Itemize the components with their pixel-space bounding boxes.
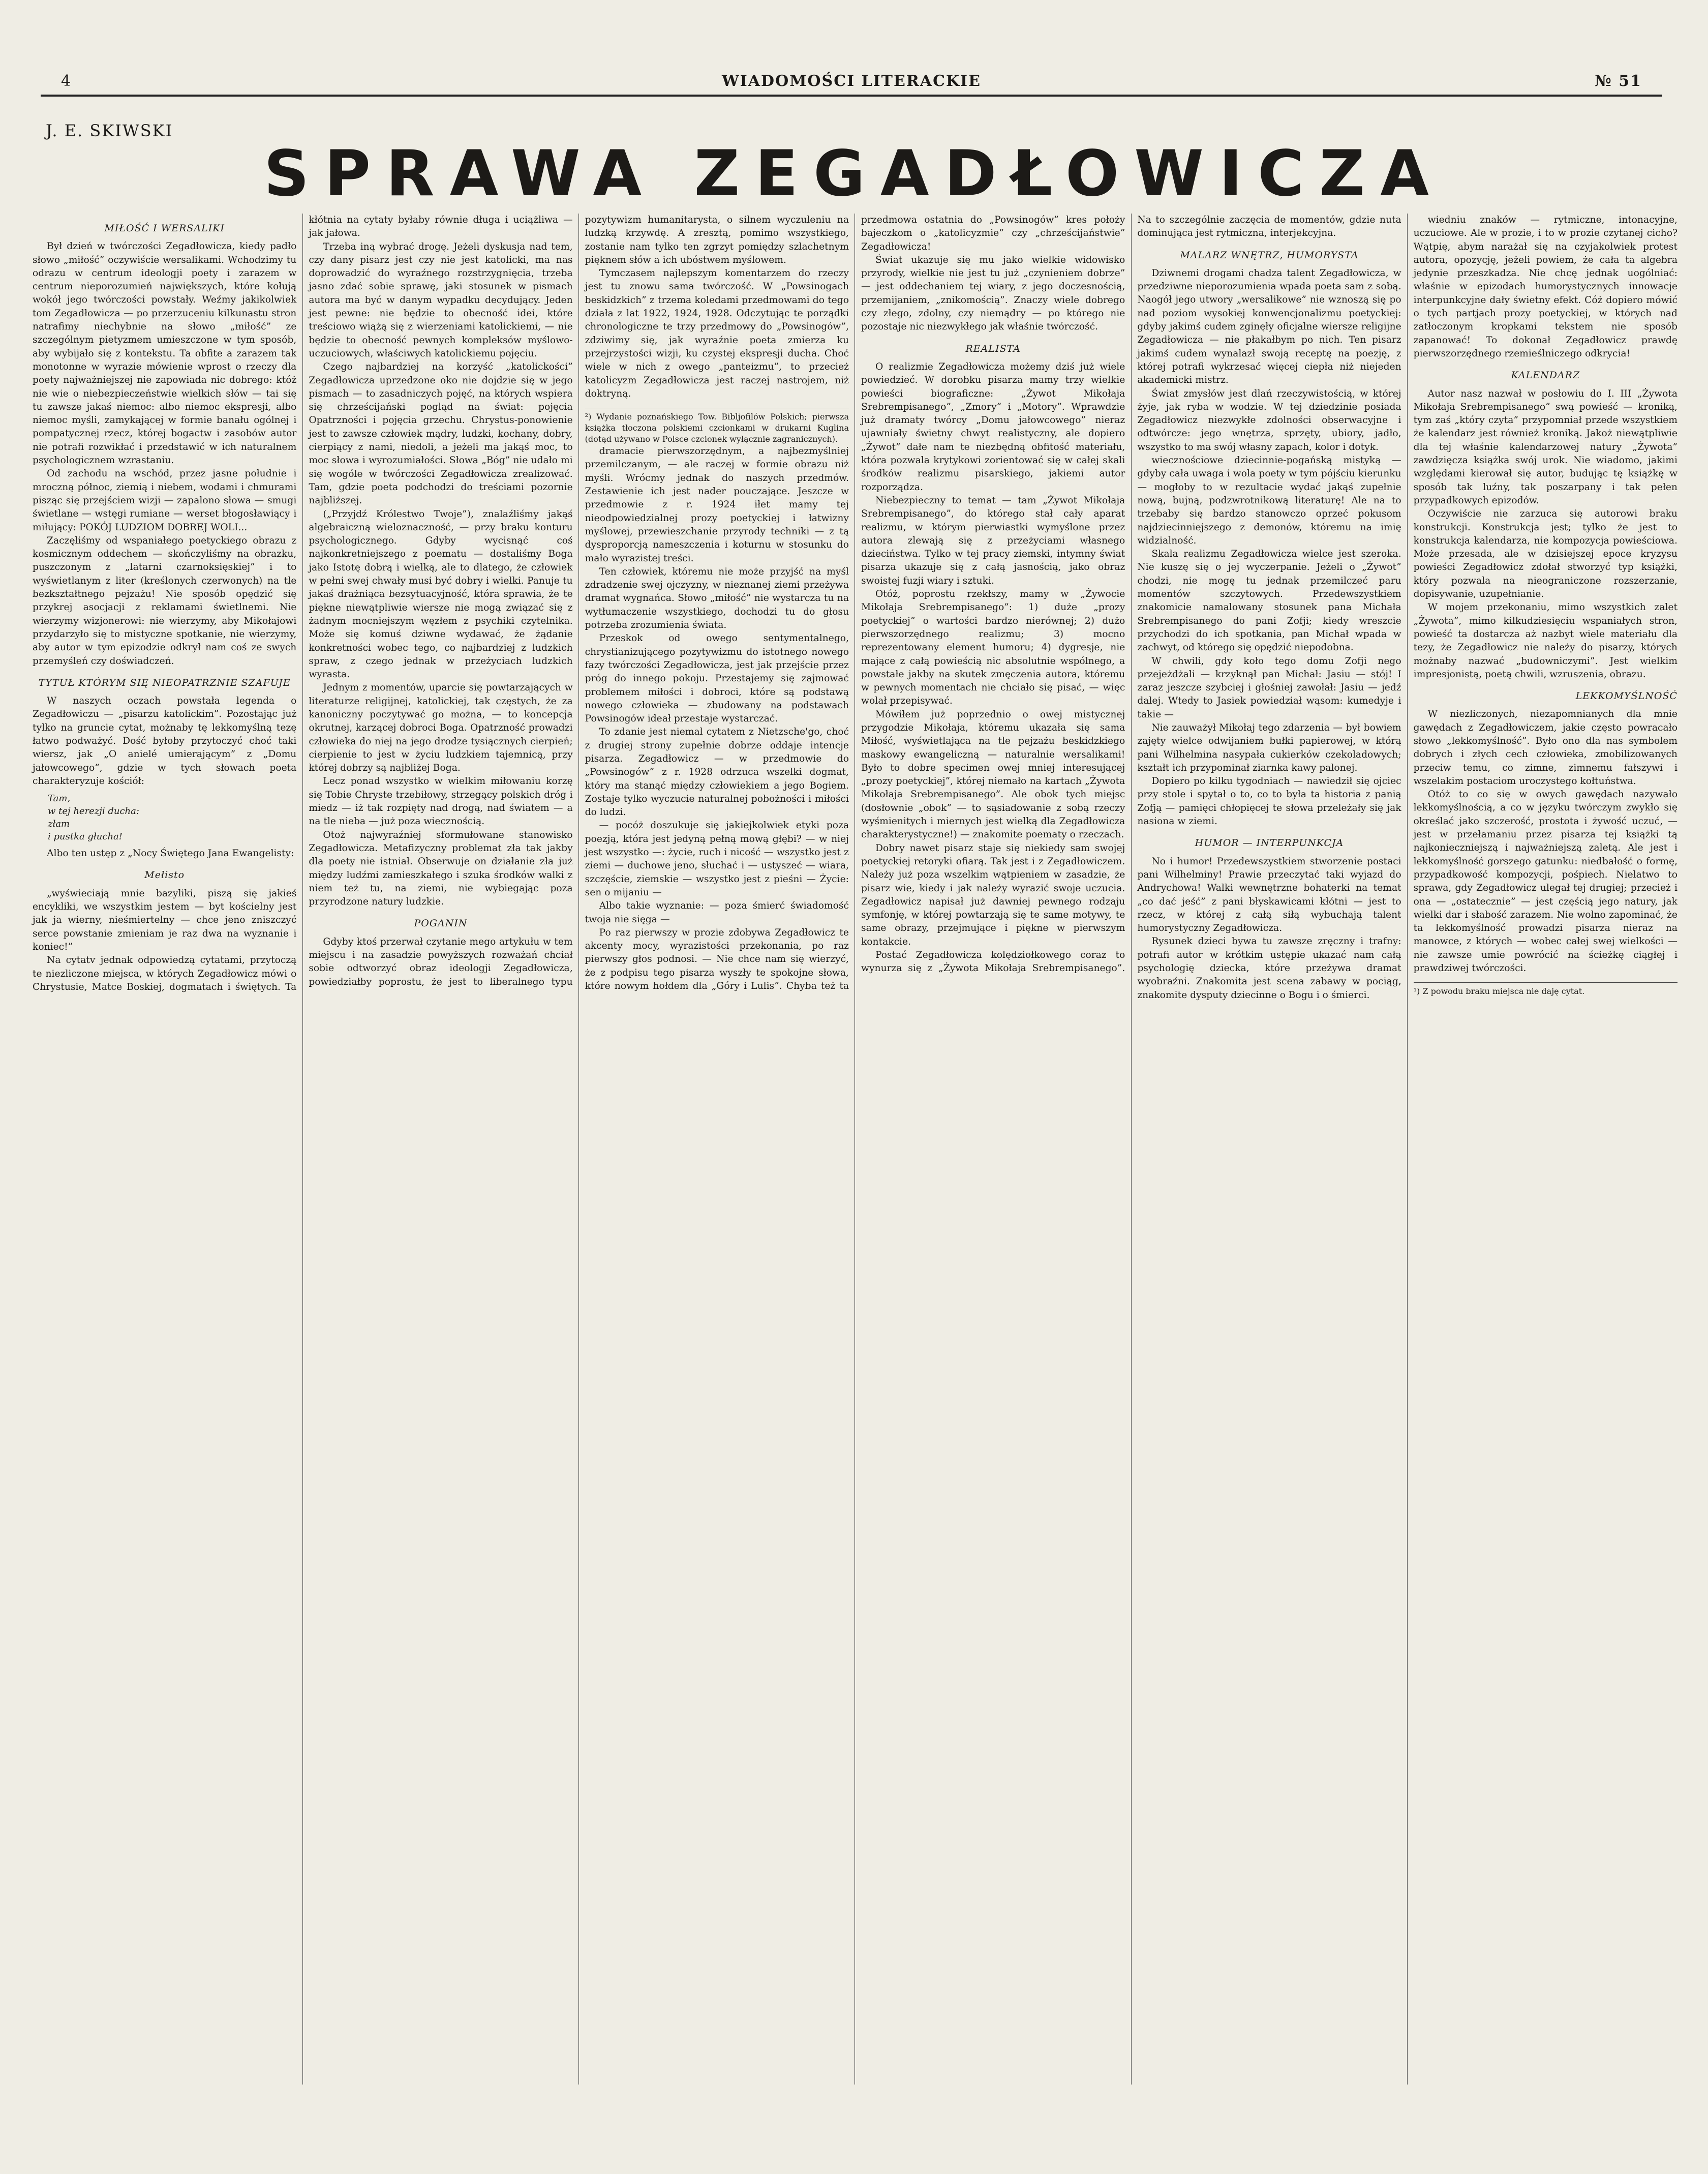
paragraph: W niezliczonych, niezapomnianych dla mnie gawędach z Zegadłowiczem, jakie często powracało słowo „lekkomyślność”. Było ono dla nas symbolem dobrych i złych cech człowieka, zmobilizowanych przeciw temu, co zimne, zimnemu fałszywi i wszelakim postaciom uroczystego kołtuństwa. [1413,709,1678,787]
section-heading: MIŁOŚĆ I WERSALIKI [104,223,225,234]
paragraph: Na cytatv jednak odpowiedzą cytatami, przytoczą te niezliczone miejsca, w których Zegadłowicz mówi o Chrystusie, Matce Boskiej, dogmatach i świętych. Ta kłótnia na cytaty byłaby równie długa i uciążliwa — jak jałowa. [33,215,573,992]
issue-number: № 51 [1595,72,1642,90]
paragraph: O realizmie Zegadłowicza możemy dziś już wiele powiedzieć. W dorobku pisarza mamy trzy wielkie powieści biograficzne: „Żywot Mikołaja Srebrempisanego”, „Zmory” i „Motory”. Wprawdzie już dramaty twórcy „Domu jałowcowego” nieraz ujawniały świetny chwyt realistyczny, ale dopiero „Żywot” dałe nam te niezbędną obfitość materiału, która pozwala krytykowi zorientować się w całej skali środków realizmu pisarskiego, jakiemi autor rozporządza. [861,361,1125,493]
paragraph: Mówiłem już poprzednio o owej mistycznej przygodzie Mikołaja, któremu ukazała się sama Miłość, wyświetlająca na tle pejzażu beskidzkiego maskowy ewangeliczną — naturalnie wersalikami! Było to dobre specimen owej mniej interesującej „prozy poetyckiej”, której niemało na kartach „Żywota Mikołaja Srebrempisanego”. Ale obok tych miejsc (dosłownie „obok” — to sąsiadowanie z sobą rzeczy wyśmienitych i miernych jest wielką dla Zegadłowicza charakterystyczne!) — znakomite poematy o rzeczach. [861,709,1125,840]
paragraph: Ten człowiek, któremu nie może przyjść na myśl zdradzenie swej ojczyzny, w nieznanej ziemi przeżywa dramat wygnańca. Słowo „miłość” nie wystarcza tu na wytłumaczenie wszystkiego, dochodzi tu do głosu potrzeba zrozumienia świata. [585,566,849,631]
paragraph: Albo ten ustęp z „Nocy Świętego Jana Ewangelisty: [47,848,294,859]
paragraph: — pocóż doszukuje się jakiejkolwiek etyki poza poezją, która jest jedyną pełną mową głębi? — w niej jest wszystko —: życie, ruch i nicość — wszystko jest z ziemi — duchowe jeno, słuchać i — ustyszeć — wiara, szczęście, ziemskie — wszystko jest z pieśni — Życie: sen o mijaniu — [585,820,849,898]
article-body [33,214,1678,2085]
paragraph: „wyświeciają mnie bazyliki, piszą się jakieś encykliki, we wszystkim jestem — byt kościelny jest jak ja wierny, nieśmiertelny — chce jeno zniszczyć serce powstanie zmieniam je raz dwa na wyznanie i koniec!” [33,888,297,952]
paragraph: Otóż, poprostu rzekłszy, mamy w „Żywocie Mikołaja Srebrempisanego”: 1) duże „prozy poetyckiej” o wartości bardzo nierównej; 2) dużo pierwszorzędnego realizmu; 3) mocno reprezentowany element humoru; 4) dygresje, nie mające z całą powieścią nic absolutnie wspólnego, a powstałe jakby na skutek zmęczenia autora, któremu w pewnych momentach nie chciało się pisać, — więc wolał przepisywać. [861,589,1125,707]
footnote-text: ¹) Z powodu braku miejsca nie daję cytat. [1413,986,1585,997]
section-heading: MALARZ WNĘTRZ, HUMORYSTA [1180,249,1359,261]
paragraph: Jednym z momentów, uparcie się powtarzających w literaturze religijnej, katolickiej, tak częstych, że za kanoniczny poczytywać go można, — to koncepcja okrutnej, karzącej dobroci Boga. Opatrzność prowadzi człowieka do niej na jego drodze tysiącznych cierpień; cierpienie to jest w życiu ludzkiem tajemnicą, przy której dobrzy są najbliżej Boga. [309,682,573,774]
paragraph: Przeskok od owego sentymentalnego, chrystianizującego pozytywizmu do istotnego nowego fazy twórczości Zegadłowicza, jest jak przejście przez próg do innego pokoju. Przestajemy się zajmować problemem miłości i dobroci, które są podstawą nowego człowieka — zbudowany na podstawach Powsinogów ideał przestaje wystarczać. [585,633,849,724]
paragraph: W chwili, gdy koło tego domu Zofji nego przejeżdżali — krzyknął pan Michał: Jasiu — stój! I zaraz jeszcze szybciej i głośniej zawołał: Jasiu — jedź dalej. Wtedy to Jasiek powiedział wąsom: kumedyje i takie — [1137,655,1401,720]
section-heading: LEKKOMYŚLNOŚĆ [1575,690,1678,702]
publication-title: WIADOMOŚCI LITERACKIE [722,72,981,90]
footnote [1414,982,1678,997]
paragraph: Zaczęliśmy od wspaniałego poetyckiego obrazu z kosmicznym oddechem — skończyliśmy na obrazku, puszczonym z „latarni czarnoksięskiej” i to wyświetlanym z liter (kreślonych czerwonych) na tle bezkształtnego pejzażu! Nie sposób opędzić się przykrej asocjacji z reklamami świetlnemi. Nie wierzymy wizjonerowi: nie wierzymy, aby Mikołajowi przydarzyło się to mistyczne spotkanie, nie wierzymy, aby autor w tym epizodzie odkrył nam coś ze swych przemyśleń czy doświadczeń. [33,535,297,667]
paragraph: W naszych oczach powstała legenda o Zegadłowiczu — „pisarzu katolickim”. Pozostając już tylko na gruncie cytat, możnaby tę lekkomyślną tezę łatwo podważyć. Dość byłoby przytoczyć choć taki wiersz, jak „O anielé umierającym” z „Domu jałowcowego”, gdzie w tych słowach poeta charakteryzuje kościół: [33,696,297,787]
paragraph: No i humor! Przedewszystkiem stworzenie postaci pani Wilhelminy! Prawie przeczytać taki wyjazd do Andrychowa! Walki wewnętrzne bohaterki na temat „co dać jeść” z pani błyskawicami kłótni — jest to rzecz, w której z całą siłą wybuchają talent humorystyczny Zegadłowicza. [1137,856,1401,934]
page-header [41,72,1662,97]
poem-line: i pustka głucha! [48,831,123,842]
paragraph: Lecz ponad wszystko w wielkim miłowaniu korzę się Tobie Chryste trzebiłowy, strzegący polskich dróg i miedz — iż tak rozpięty nad drogą, nad światem — a na tle nieba — już poza wiecznością. [309,776,573,827]
paragraph: Rysunek dzieci bywa tu zawsze zręczny i trafny: potrafi autor w krótkim ustępie ukazać nam całą psychologię dziecka, które przeżywa dramat wyobraźni. Znakomita jest scena zabawy w pociąg, znakomite dysputy dziecinne o Bogu i o śmierci. [1137,936,1401,1001]
section-heading: TYTUŁ KTÓRYM SIĘ NIEOPATRZNIE SZAFUJE [38,677,291,688]
footnote-text: ²) Wydanie poznańskiego Tow. Bibljofilów Polskich; pierwsza książka tłoczona polskiemi czcionkami w drukarni Kuglina (dotąd używano w Polsce czcionek wyłącznie zagranicznych). [585,412,849,444]
paragraph: Świat ukazuje się mu jako wielkie widowisko przyrody, wielkie nie jest tu już „czynieniem dobrze” — jest oddechaniem tej wiary, z jego doczesnością, przemijaniem, „znikomością”. Znaczy wiele dobrego czy złego, zdolny, czy niemądry — po którego nie pozostaje nic niezwykłego jak właśnie twórczość. [861,254,1125,333]
article-headline: SPRAWA ZEGADŁOWICZA [263,137,1445,210]
paragraph: Dopiero po kilku tygodniach — nawiedził się ojciec przy stole i spytał o to, co to była ta historia z panią Zofją — pamięci chłopięcej te słowa przeleżały się jak nasiona w ziemi. [1137,776,1401,827]
poem-line: złam [48,819,70,830]
paragraph: Dobry nawet pisarz staje się niekiedy sam swojej poetyckiej retoryki ofiarą. Tak jest i z Zegadłowiczem. Należy już poza wszelkim wątpieniem w zasadzie, że pisarz wie, kiedy i jak należy wyrazić swoje uczucia. Zegadłowicz napisał już dawniej pewnego rodzaju symfonję, w której powtarzają się te same motywy, te same obrazy, przejmujące i piękne w pierwszym kontakcie. [861,842,1125,947]
footnote [585,408,849,445]
paragraph: Czego najbardziej na korzyść „katolickości” Zegadłowicza uprzedzone oko nie dojdzie się w jego pismach — to zasadniczych pojęć, na których wspiera się chrześcijański pogląd na świat: pojęcia Opatrzności i pojęcia grzechu. Chrystus-ponowienie jest to zawsze człowiek mądry, ludzki, kochany, dobry, cierpiący z nami, niedoli, a jeżeli ma jakąś moc, to moc słowa i wyrozumiałości. Słowa „Bóg” nie udało mi się wogóle w twórczości Zegadłowicza zrealizować. Tam, gdzie poeta podchodzi do treściami pozornie najbliższej. [309,361,573,506]
section-heading: REALISTA [965,343,1021,354]
paragraph: Po raz pierwszy w prozie zdobywa Zegadłowicz te akcenty mocy, wyrazistości przekonania, po raz pierwszy głos podnosi. — Nie chce nam się wierzyć, że z podpisu tego pisarza wyszły te spokojne słowa, które nowym hołdem dla „Góry i Lulis”. Chyba też ta przedmowa ostatnia do „Powsinogów” kres położy bajeczkom o „katolicyzmie” czy „chrześcijaństwie” Zegadłowicza! [585,215,1125,992]
paragraph: Świat zmysłów jest dlań rzeczywistością, w której żyje, jak ryba w wodzie. W tej dziedzinie posiada Zegadłowicz niezwykłe zdolności obserwacyjne i odtwórcze: jego wnętrza, sprzęty, ubiory, jadło, wszystko to ma swój własny zapach, kolor i dotyk. [1137,388,1401,452]
paragraph: Od zachodu na wschód, przez jasne południe i mroczną północ, ziemią i niebem, wodami i chmurami pisząc się przejściem wizji — zapalono słowa — smugi świetlane — wstęgi rumiane — werset błogosławiący i miłujący: POKÓJ LUDZIOM DOBREJ WOLI... [33,468,297,533]
paragraph: Albo takie wyznanie: — poza śmierć świadomość twoja nie sięga — [585,900,849,925]
paragraph: To zdanie jest niemal cytatem z Nietzsche'go, choć z drugiej strony zupełnie dobrze oddaje intencje pisarza. Zegadłowicz — w przedmowie do „Powsinogów” z r. 1928 odrzuca wszelki dogmat, który ma stanąć między człowiekiem a jego Bogiem. Zostaje tylko wyczucie naturalnej pobożności i miłości do ludzi. [585,727,849,818]
paragraph: Niebezpieczny to temat — tam „Żywot Mikołaja Srebrempisanego”, do którego stał cały aparat realizmu, w którym pierwiastki wymyślone przez autora zlewają się z przeżyciami własnego dzieciństwa. Tylko w tej pracy ziemski, intymny świat pisarza ukazuje się z całą jasnością, jako obraz swoistej fuzji wiary i sztuki. [861,495,1125,586]
poem-quote [48,792,296,843]
article-author: J. E. SKIWSKI [46,121,173,140]
paragraph: W mojem przekonaniu, mimo wszystkich zalet „Żywota”, mimo kilkudziesięciu wspaniałych stron, powieść ta dostarcza aż nazbyt wiele materiału dla tezy, że Zegadłowicz nie należy do pisarzy, których możnaby nazwać „budowniczymi”. Jest wielkim impresjonistą, poetą chwili, wzruszenia, obrazu. [1413,602,1678,680]
section-heading: Mełisto [144,869,185,881]
paragraph: wiedniu znaków — rytmiczne, intonacyjne, uczuciowe. Ale w prozie, i to w prozie czytanej cicho? Wątpię, abym narażał się na czyjakolwiek protest autora, opozycję, jeżeli powiem, że cała ta algebra jedynie przeszkadza. Nie chcę jednak uogólniać: właśnie w epizodach humorystycznych innowacje interpunkcyjne dały świetny efekt. Cóż dopiero mówić o tych partjach prozy poetyckiej, w których nad zatłoczonym kropkami tekstem nie sposób zapanować! To dokonał Zegadłowicz prawdę pierwszorzędnego rzemieślniczego odkrycia! [1413,215,1678,359]
paragraph: dramacie pierwszorzędnym, a najbezmyślniej przemilczanym, — ale raczej w formie obrazu niż myśli. Wrócmy jednak do naszych przedmów. Zestawienie ich jest nader pouczające. Jeszcze w przedmowie z r. 1924 iłet mamy tej nieodpowiedzialnej prozy poetyckiej i łatwizny myślowej, przewieszchanie przyrody techniki — z tą dysproporcją nameszczenia i koturnu w stosunku do mało wyrazistej treści. [585,446,849,564]
paragraph: („Przyjdź Królestwo Twoje”), znalaźliśmy jakąś algebraiczną wieloznaczność, — przy braku konturu psychologicznego. Gdyby wycisnąć coś najkonkretniejszego z poematu — dostaliśmy Boga jako Istotę dobrą i wielką, ale to dlatego, że człowiek w pełni swej chwały musi być dobry i wielki. Panuje tu jakaś drażniąca bezsytuacyjność, która sprawia, że te piękne niewątpliwie wiersze nie mogą związać się z żadnym mocniejszym węzłem z psychiki czytelnika. Może się komuś dziwne wydawać, że żądanie konkretności wobec tego, co najbardziej z ludzkich spraw, z czego jednak w przeżyciach ludzkich wyrasta. [309,508,573,680]
paragraph: Nie zauważył Mikołaj tego zdarzenia — był bowiem zajęty wielce odwijaniem bułki papierowej, w którą pani Wilhelmina nasypała cukierków czekoladowych; kształt ich przypominał ziarnka kawy palonej. [1137,722,1401,773]
paragraph: wiecznościowe dziecinnie-pogańską mistyką — gdyby cała uwaga i wola poety w tym pójściu kierunku — mogłoby to w rezultacie wydać jakąś zupełnie nową, bujną, podzwrotnikową literaturę! Ale na to trzebaby się bardzo stanowczo oprzeć pokusom najdziecinniejszego z demonów, któremu na imię widzialność. [1137,455,1401,546]
paragraph: Autor nasz nazwał w posłowiu do I. III „Żywota Mikołaja Srebrempisanego” swą powieść — kroniką, tym zaś „który czyta” przypomniał przede wszystkiem że kalendarz jest również kroniką. Jakoż niewątpliwie dla tej właśnie kalendarzowej natury „Żywota” zawdzięcza książka swój urok. Nie wiadomo, jakimi względami kierował się autor, budując tę książkę w sposób tak luźny, tak poszarpany i tak pełen przypadkowych epizodów. [1413,388,1678,506]
section-heading: KALENDARZ [1511,370,1580,381]
paragraph: Trzeba iną wybrać drogę. Jeżeli dyskusja nad tem, czy dany pisarz jest czy nie jest katolicki, ma nas doprowadzić do wyraźnego rozstrzygnięcia, trzeba jasno zdać sobie sprawę, jaki stosunek w pismach autora ma być w danym wypadku decydujący. Jeden jest pewne: nie będzie to obecność idei, które treściowo wiążą się z wierzeniami katolickiemi, — nie będzie to obecność pewnych kompleksów myślowo-uczuciowych, właściwych katolickiemu pojęciu. [309,241,573,359]
paragraph: Skala realizmu Zegadłowicza wielce jest szeroka. Nie kuszę się o jej wyczerpanie. Jeżeli o „Żywot” chodzi, nie mogę tu jednak przemilczeć paru momentów szczytowych. Przedewszystkiem znakomicie namalowany stosunek pana Michała Srebrempisanego do pani Zofji; kiedy wreszcie przychodzi do ich spotkania, pan Michał wpada w zachwyt, od którego się opędzić niepodobna. [1137,549,1401,653]
paragraph: Otóż to co się w owych gawędach nazywało lekkomyślnością, a co w języku twórczym zwykło się określać jako szczerość, prostota i żywość uczuć, — jest w przełamaniu przez pisarza tej książki tą najkonieczniejszą i najważniejszą zaletą. Ale jest i lekkomyślność gorszego gatunku: niedbałość o formę, przypadkowość kompozycji, pośpiech. Nielatwo to sprawa, gdy Zegadłowicz ulegał tej drugiej; przecież i ona — „ostatecznie” — jest częścią jego natury, jak wielki dar i słabość zarazem. Nie wolno zapominać, że ta lekkomyślność prowadzi pisarza nieraz na manowce, z których — wobec całej swej wielkości — nie zawsze umie powrócić na ścieżkę ciągłej i prawdziwej twórczości. [1413,789,1678,974]
poem-line: Tam, [48,793,71,804]
section-heading: POGANIN [414,918,468,929]
paragraph: Był dzień w twórczości Zegadłowicza, kiedy padło słowo „miłość” oczywiście wersalikami. Wchodzimy tu odrazu w centrum ideologji poety i zarazem w centrum nieporozumień największych, które kołują wokół jego twórczości powstały. Weźmy jakikolwiek tom Zegadłowicza — po przerzuceniu kilkunastu stron natrafimy niechybnie na słowo „miłość” ze szczególnym pietyzmem umieszczone w tym sposób, aby wybijało się z kontekstu. Ta obfite a zarazem tak monotonne w wyrazie mówienie wprost o rzeczy dla poety najważniejszej nie zapowiada nic dobrego: któż nie wie o niebezpieczeństwie wielkich słów — tai się tu zawsze jakaś niemoc: albo niemoc ekspresji, albo niemoc myśli, zamykającej w formie banału ogólnej i pompatycznej rzecz, której bogactw i zasobów autor nie potrafi rozwikłać i przedstawić w ich naturalnem psychologicznem wzrastaniu. [33,241,297,466]
page-number: 4 [61,72,72,90]
paragraph: Gdyby ktoś przerwał czytanie mego artykułu w tem miejscu i na zasadzie powyższych rozważań chciał sobie odtworzyć obraz ideologji Zegadłowicza, powiedziałby poprostu, że jest to liberalnego typu pozytywizm humanitarysta, o silnem wyczuleniu na ludzką krzywdę. A zresztą, pomimo wszystkiego, zostanie nam tylko ten zgrzyt pomiędzy szlachetnym pięknem słów a ich ubóstwem myślowem. [309,215,849,987]
poem-line: w tej herezji ducha: [48,806,139,817]
section-heading: HUMOR — INTERPUNKCJA [1195,837,1344,849]
paragraph: Otoż najwyraźniej sformułowane stanowisko Zegadłowicza. Metafizyczny problemat zła tak jakby dla poety nie istniał. Obserwuje on działanie zła już między ludźmi zamieszkałego i szuka środków walki z niem też tu, na ziemi, nie wybiegając poza przyrodzone natury ludzkie. [309,829,573,908]
paragraph: Tymczasem najlepszym komentarzem do rzeczy jest tu znowu sama twórczość. W „Powsinogach beskidzkich” z trzema koledami przedmowami do tego działa z lat 1922, 1924, 1928. Odczytując te porządki chronologiczne te trzy przedmowy do „Powsinogów”, zdziwimy się, jak wyraźnie poeta zmierza ku przejrzystości wizji, ku czystej ekspresji ducha. Choć wiele w nich z owego „panteizmu”, to przecież katolicyzm Zegadłowicza jest raczej nastrojem, niż doktryną. [585,268,849,399]
paragraph: Postać Zegadłowicza kolędziołkowego coraz to wynurza się z „Żywota Mikołaja Srebrempisanego”. Na to szczególnie zaczęcia de momentów, gdzie nuta dominująca jest rytmiczna, interjekcyjna. [861,215,1401,974]
paragraph: Oczywiście nie zarzuca się autorowi braku konstrukcji. Konstrukcja jest; tylko że jest to konstrukcja kalendarza, nie kompozycja powieściowa. Może przesada, ale w dzisiejszej epoce kryzysu powieści Zegadłowicz zdołał stworzyć typ książki, który pozwala na nieograniczone rozszerzanie, dopisywanie, uzupełnianie. [1413,508,1678,600]
paragraph: Dziwnemi drogami chadza talent Zegadłowicza, w przedziwne nieporozumienia wpada poeta sam z sobą. Naogół jego utwory „wersalikowe” nie wznoszą się po nad poziom wysokiej konwencjonalizmu poetyckiej: gdyby jakimś cudem zginęły oficjalne wiersze religijne Zegadłowicza — nie płakałbym po nich. Ten pisarz jakimś cudem wynalazł swoją receptę na poezję, z której potrafi wykrzesać więcej ciepła niż niejeden akademicki mistrz. [1137,267,1401,386]
